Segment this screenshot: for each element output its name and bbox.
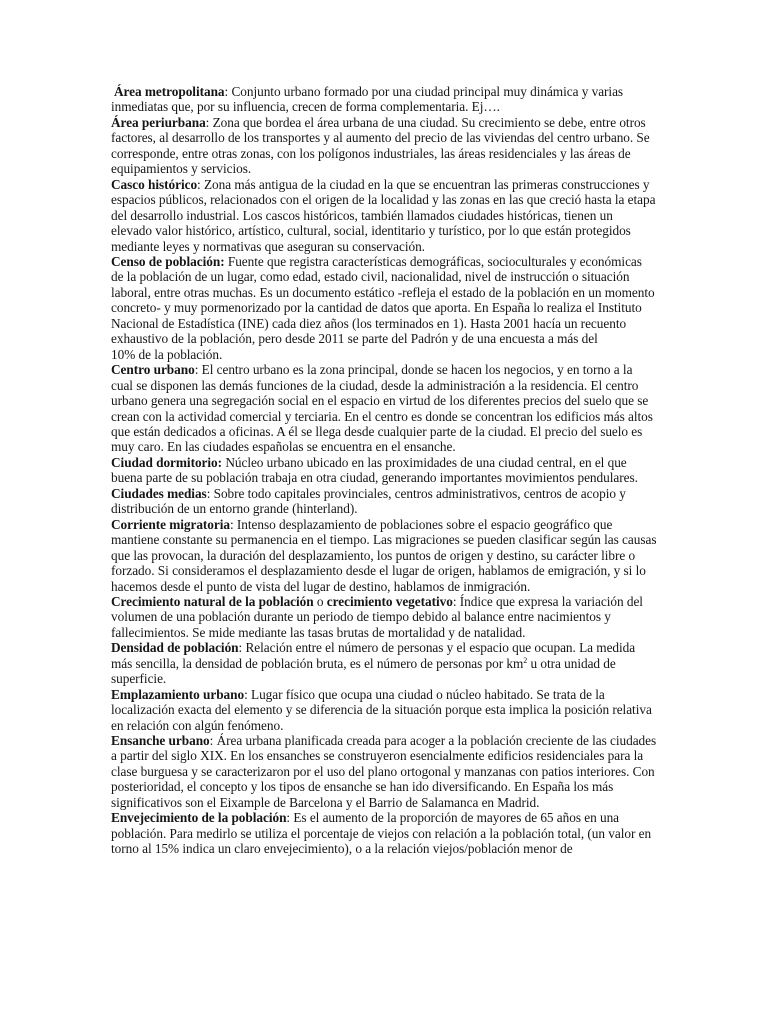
entry-separator: : [206,485,214,501]
entry-term: Centro urbano [111,362,195,378]
entry-definition: Conjunto urbano formado por una ciudad principal muy dinámica y varias inmediatas que, por su influencia, crecen de forma complementaria. Ej…. [111,84,624,115]
entry-definition: Intenso desplazamiento de poblaciones sobre el espacio geográfico que mantiene constante su permanencia en el tiempo. Las migraciones se pueden clasificar según las causas que las provocan, la duración del desplazamiento, los puntos de origen y destino, su carácter libre o forzado. Si consideramos el desplazamiento desde el lugar de origen, hablamos de emigración, y si lo hacemos desde el punto de vista del lugar de destino, hablamos de inmigración. [111,516,657,594]
entry-term: Ciudades medias [111,485,207,501]
entry-ciudad-dormitorio [111,455,657,486]
entry-casco-historico [111,177,657,254]
entry-separator: : [244,686,252,702]
entry-term: Área periurbana [111,114,206,130]
entry-separator: : [197,176,204,192]
entry-term: Casco histórico [111,176,198,192]
entry-crecimiento-natural [111,594,657,640]
entry-term: Ensanche urbano [111,733,210,749]
entry-definition-tail: u otra unidad de superficie. [111,655,616,687]
entry-term: Crecimiento natural de la población [111,593,314,609]
entry-separator: : [230,516,237,532]
entry-definition: Zona más antigua de la ciudad en la que se encuentran las primeras construcciones y espacios públicos, relacionados con el origen de la localidad y las zonas en las que creció hasta la etapa del desarrollo industrial. Los cascos históricos, también llamados ciudades históricas, tienen un elevado valor histórico, artístico, cultural, social, identitario y turístico, por lo que están protegidos mediante leyes y normativas que aseguran su conservación. [111,176,656,254]
entry-area-periurbana [111,115,657,177]
entry-connector: o [313,593,327,609]
entry-term: Área metropolitana [114,84,225,99]
entry-densidad-de-poblacion [111,640,657,686]
superscript-exponent: 2 [523,655,528,665]
entry-term: Corriente migratoria [111,516,230,532]
entry-definition: Es el aumento de la proporción de mayores de 65 años en una población. Para medirlo se utiliza el porcentaje de viejos con relación a la población total, (un valor en torno al 15% indica un claro envejecimiento), o a la relación viejos/población menor de [111,810,652,857]
entry-definition: Índice que expresa la variación del volumen de una población durante un periodo de tiempo debido al balance entre nacimientos y fallecimientos. Se mide mediante las tasas brutas de mortalidad y de natalidad. [111,593,643,640]
entry-definition: Relación entre el número de personas y el espacio que ocupan. La medida más sencilla, la densidad de población bruta, es el número de personas por km [111,640,636,671]
entry-term: Ciudad dormitorio: [111,454,223,470]
entry-definition: Zona que bordea el área urbana de una ciudad. Su crecimiento se debe, entre otros factores, al desarrollo de los transportes y al aumento del precio de las viviendas del centro urbano. Se corresponde, entre otras zonas, con los polígonos industriales, las áreas residenciales y las áreas de equipamientos y servicios. [111,114,650,177]
entry-definition: El centro urbano es la zona principal, donde se hacen los negocios, y en torno a la cual se disponen las demás funciones de la ciudad, desde la administración a la residencia. El centro urbano genera una segregación social en el espacio en virtud de los diferentes precios del suelo que se crean con la actividad comercial y terciaria. En el centro es donde se concentran los edificios más altos que están dedicados a oficinas. A él se llega desde cualquier parte de la ciudad. El precio del suelo es muy caro. En las ciudades españolas se encuentra en el ensanche. [111,362,653,455]
entry-separator: : [286,810,294,826]
entry-term: Censo de población: [111,253,225,269]
entry-definition: Sobre todo capitales provinciales, centros administrativos, centros de acopio y distribución de un entorno grande (hinterland). [111,485,626,517]
glossary-page [111,84,657,857]
entry-separator: : [205,114,213,130]
entry-centro-urbano [111,362,657,455]
entry-area-metropolitana [111,84,657,115]
entry-separator: : [194,362,202,378]
entry-definition: Fuente que registra características demográficas, socioculturales y económicas de la población de un lugar, como edad, estado civil, nacionalidad, nivel de instrucción o situación laboral, entre otras muchas. Es un documento estático -refleja el estado de la población en un momento concreto- y muy pormenorizado por la cantidad de datos que aporta. En España lo realiza el Instituto Nacional de Estadística (INE) cada diez años (los terminados en 1). Hasta 2001 hacía un recuento exhaustivo de la población, pero desde 2011 se parte del Padrón y de una encuesta a más del [111,253,655,347]
entry-envejecimiento-de-la-poblacion [111,810,657,856]
entry-emplazamiento-urbano [111,687,657,733]
entry-separator: : [452,593,460,609]
entry-corriente-migratoria [111,517,657,594]
entry-separator: : [209,733,217,749]
entry-term: Emplazamiento urbano [111,686,245,702]
entry-ensanche-urbano [111,733,657,810]
entry-ciudades-medias [111,486,657,517]
entry-censo-de-poblacion [111,254,657,362]
entry-definition-continued: 10% de la población. [111,346,223,362]
entry-term-alternate: crecimiento vegetativo [326,593,453,609]
entry-term: Densidad de población [111,640,239,656]
entry-definition: Núcleo urbano ubicado en las proximidades de una ciudad central, en el que buena parte de su población trabaja en otra ciudad, generando importantes movimientos pendulares. [111,454,638,486]
entry-definition: Lugar físico que ocupa una ciudad o núcleo habitado. Se trata de la localización exacta del elemento y se diferencia de la situación porque esta implica la posición relativa en relación con algún fenómeno. [111,686,652,733]
entry-separator: : [238,640,246,656]
entry-definition: Área urbana planificada creada para acoger a la población creciente de las ciudades a partir del siglo XIX. En los ensanches se construyeron esencialmente edificios residenciales para la clase burguesa y se caracterizaron por el uso del plano ortogonal y manzanas con patios interiores. Con posterioridad, el concepto y los tipos de ensanche se han ido diversificando. En España los más significativos son el Eixample de Barcelona y el Barrio de Salamanca en Madrid. [111,733,657,810]
entry-term: Envejecimiento de la población [111,810,287,826]
entry-separator: : [224,84,232,99]
